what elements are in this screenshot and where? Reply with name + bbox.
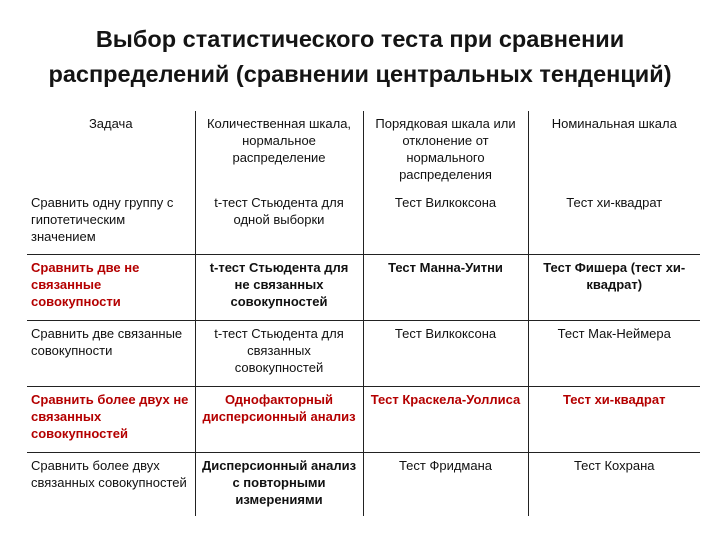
- nominal-cell: Тест хи-квадрат: [528, 387, 700, 453]
- ordinal-cell: Тест Вилкоксона: [363, 190, 528, 255]
- task-cell: Сравнить две связанные совокупности: [27, 321, 195, 387]
- quantitative-cell: t-тест Стьюдента для не связанных совокупностей: [195, 255, 363, 321]
- quantitative-cell: Дисперсионный анализ с повторными измерениями: [195, 453, 363, 517]
- task-cell: Сравнить две не связанные совокупности: [27, 255, 195, 321]
- table-row: [27, 453, 700, 517]
- page-title: Выбор статистического теста при сравнении распределений (сравнении центральных тенденций): [48, 26, 672, 87]
- ordinal-cell: Тест Краскела-Уоллиса: [363, 387, 528, 453]
- task-cell: Сравнить более двух связанных совокупностей: [27, 453, 195, 517]
- nominal-cell: Тест Мак-Неймера: [528, 321, 700, 387]
- header-nominal: Номинальная шкала: [528, 111, 700, 190]
- table-row: [27, 387, 700, 453]
- nominal-cell: Тест Фишера (тест хи-квадрат): [528, 255, 700, 321]
- header-task: Задача: [88, 116, 133, 131]
- task-cell: Сравнить более двух не связанных совокупностей: [27, 387, 195, 453]
- quantitative-cell: t-тест Стьюдента для связанных совокупностей: [195, 321, 363, 387]
- table-header-row: [27, 111, 700, 190]
- ordinal-cell: Тест Вилкоксона: [363, 321, 528, 387]
- task-cell: Сравнить одну группу с гипотетическим значением: [31, 195, 174, 244]
- test-selection-table: [27, 111, 700, 516]
- ordinal-cell: Тест Манна-Уитни: [363, 255, 528, 321]
- table-row: [27, 255, 700, 321]
- nominal-cell: Тест хи-квадрат: [528, 190, 700, 255]
- quantitative-cell: t-тест Стьюдента для одной выборки: [195, 190, 363, 255]
- nominal-cell: Тест Кохрана: [528, 453, 700, 517]
- header-ordinal: Порядковая шкала или отклонение от нормального распределения: [363, 111, 528, 190]
- ordinal-cell: Тест Фридмана: [363, 453, 528, 517]
- table-row: [27, 190, 700, 255]
- table-row: [27, 321, 700, 387]
- quantitative-cell: Однофакторный дисперсионный анализ: [195, 387, 363, 453]
- header-quantitative: Количественная шкала, нормальное распределение: [195, 111, 363, 190]
